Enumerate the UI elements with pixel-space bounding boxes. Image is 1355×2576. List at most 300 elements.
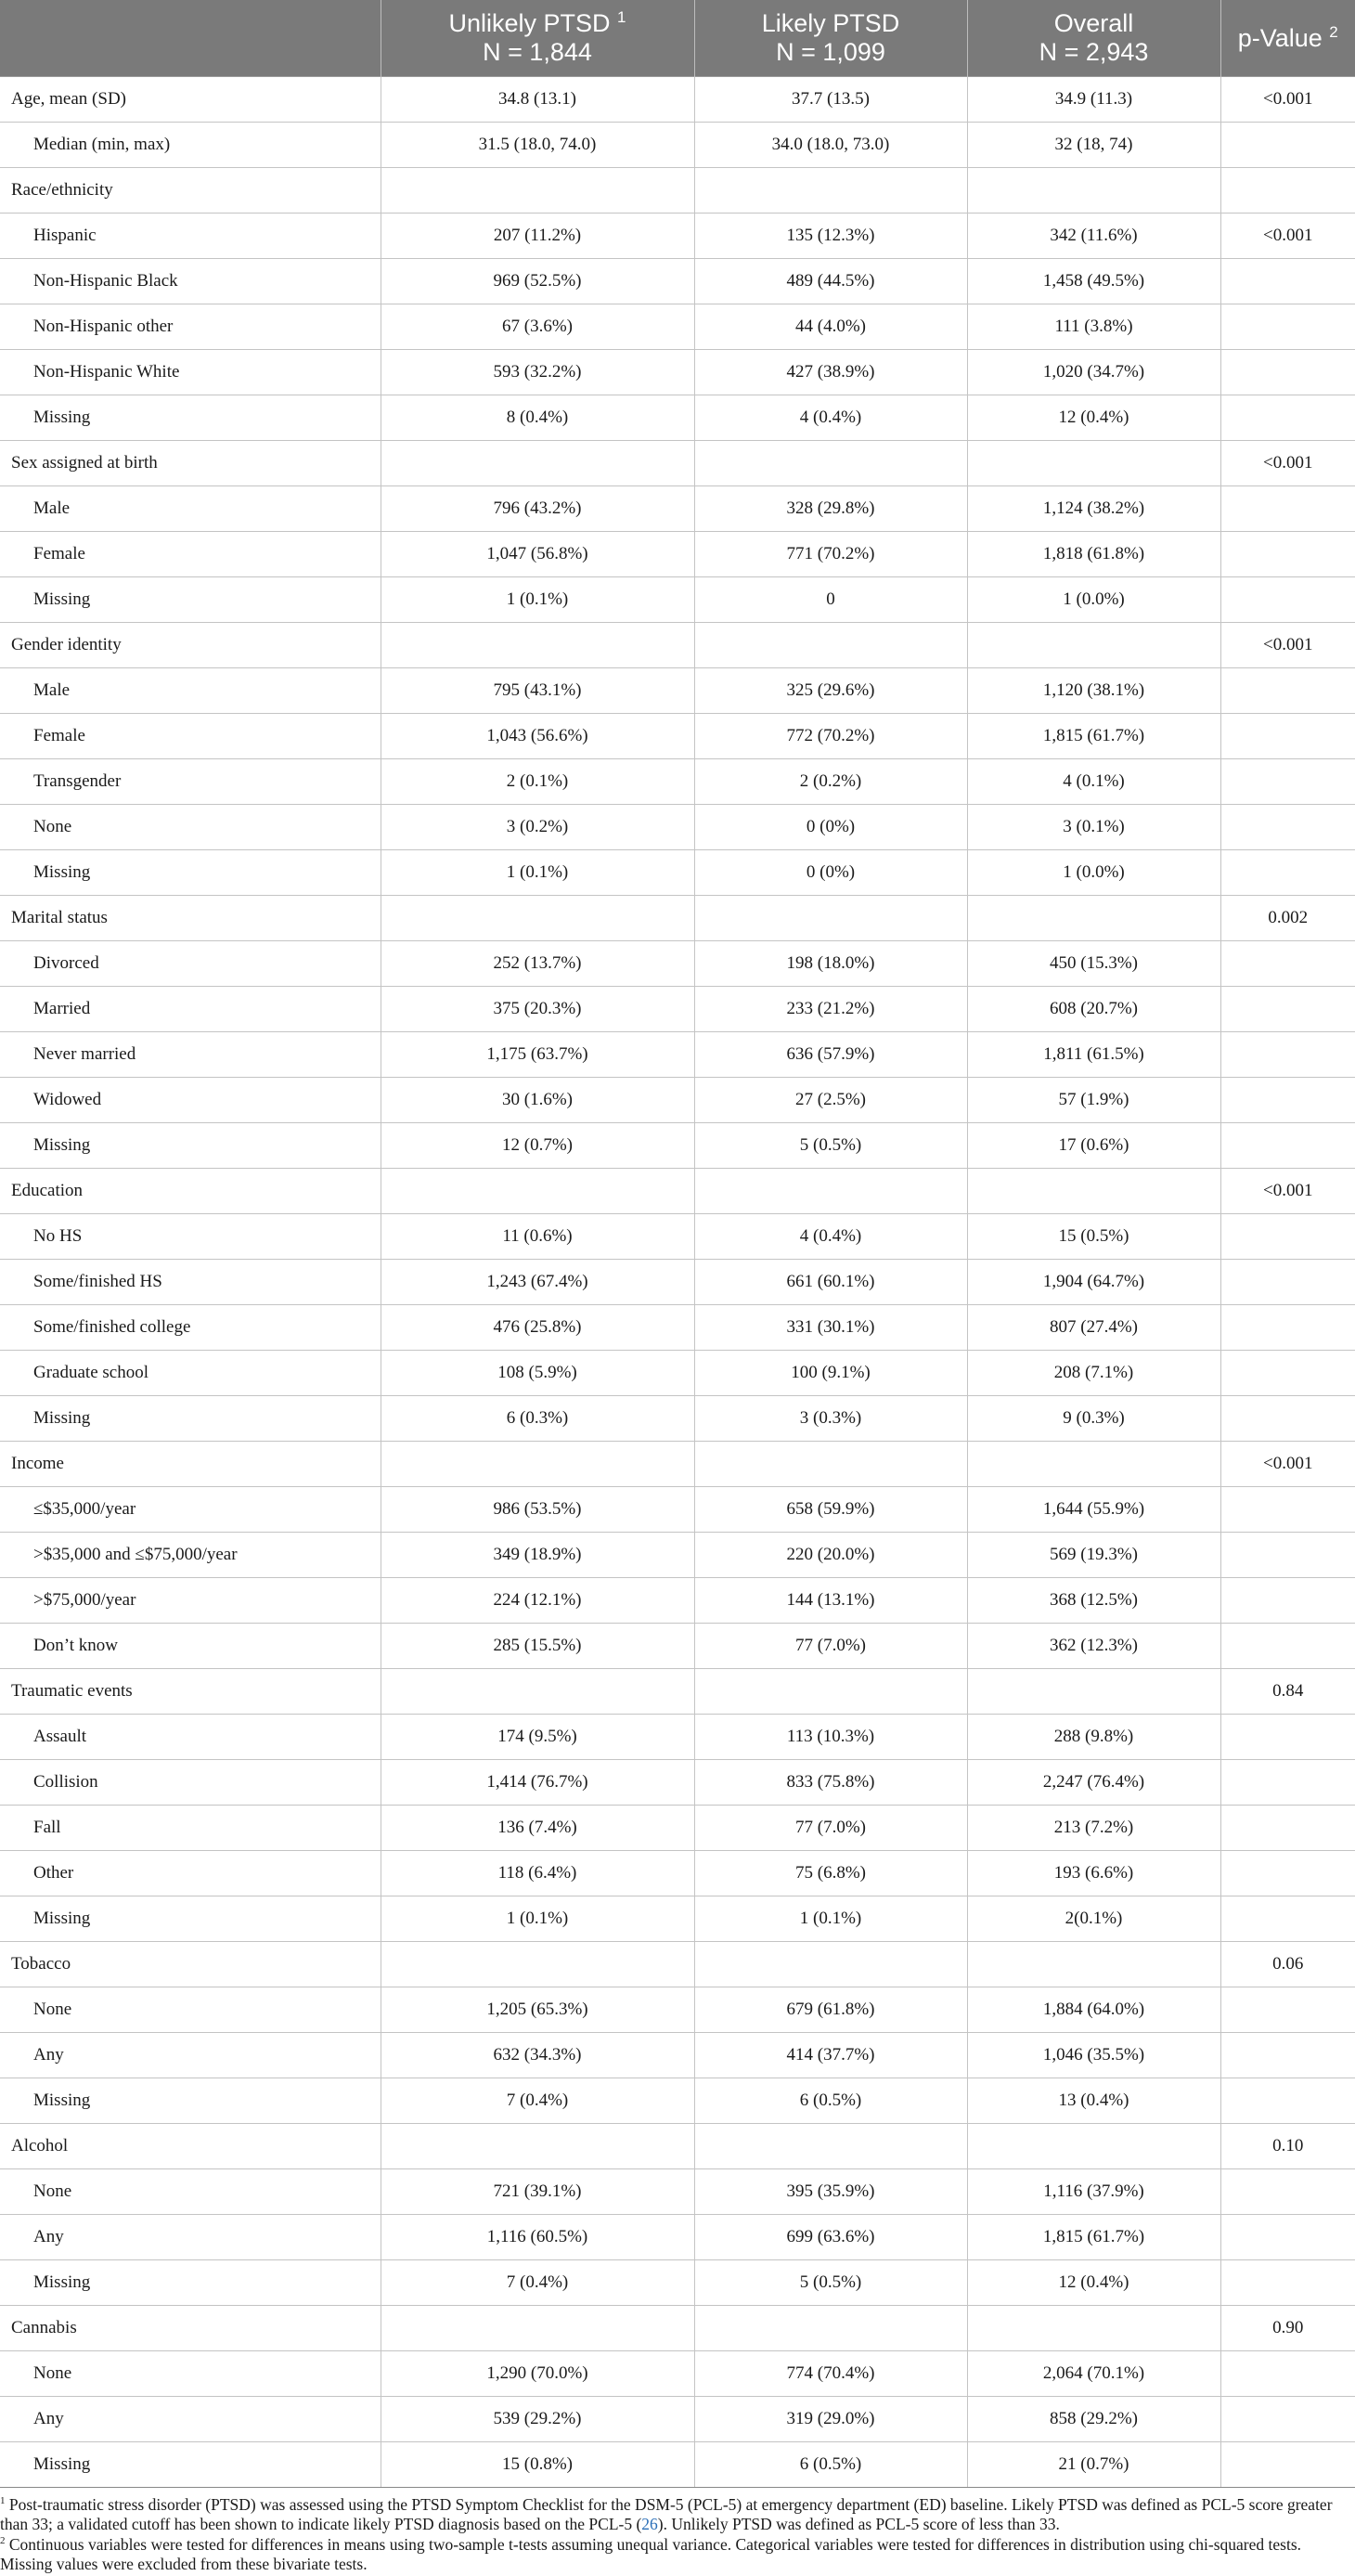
cell-unlikely-ptsd: 1,205 (65.3%) — [381, 1987, 694, 2033]
cell-likely-ptsd: 395 (35.9%) — [694, 2169, 967, 2215]
cell-p-value — [1220, 668, 1355, 714]
cell-overall: 368 (12.5%) — [967, 1578, 1220, 1624]
cell-overall: 34.9 (11.3) — [967, 77, 1220, 123]
cell-unlikely-ptsd: 1 (0.1%) — [381, 577, 694, 623]
cell-p-value — [1220, 2442, 1355, 2488]
table-row — [0, 2078, 1355, 2124]
cell-unlikely-ptsd: 108 (5.9%) — [381, 1351, 694, 1396]
row-label: None — [0, 1987, 381, 2033]
table-group-row — [0, 2124, 1355, 2169]
header-variable — [0, 0, 381, 77]
cell-overall: 1,020 (34.7%) — [967, 350, 1220, 395]
row-label: Missing — [0, 850, 381, 896]
cell-p-value — [1220, 123, 1355, 168]
footnote-1-text-b: ). Unlikely PTSD was defined as PCL-5 score of less than 33. — [657, 2515, 1060, 2533]
table-row — [0, 987, 1355, 1032]
cell-unlikely-ptsd: 1,175 (63.7%) — [381, 1032, 694, 1078]
cell-p-value — [1220, 1078, 1355, 1123]
cell-unlikely-ptsd: 285 (15.5%) — [381, 1624, 694, 1669]
header-unlikely-n: N = 1,844 — [483, 38, 592, 66]
cell-likely-ptsd: 0 — [694, 577, 967, 623]
table-row — [0, 805, 1355, 850]
cell-p-value — [1220, 1351, 1355, 1396]
cell-p-value — [1220, 2033, 1355, 2078]
cell-unlikely-ptsd: 224 (12.1%) — [381, 1578, 694, 1624]
cell-likely-ptsd: 833 (75.8%) — [694, 1760, 967, 1806]
cell-unlikely-ptsd — [381, 1942, 694, 1987]
row-label: Non-Hispanic Black — [0, 259, 381, 304]
cell-overall: 608 (20.7%) — [967, 987, 1220, 1032]
row-label: None — [0, 2351, 381, 2397]
table-row — [0, 1624, 1355, 1669]
cell-p-value — [1220, 987, 1355, 1032]
cell-p-value — [1220, 1806, 1355, 1851]
header-likely-n: N = 1,099 — [776, 38, 885, 66]
cell-overall: 858 (29.2%) — [967, 2397, 1220, 2442]
cell-likely-ptsd — [694, 168, 967, 214]
cell-p-value: <0.001 — [1220, 1442, 1355, 1487]
table-row — [0, 1351, 1355, 1396]
cell-unlikely-ptsd: 1,290 (70.0%) — [381, 2351, 694, 2397]
footnote-marker-1: 1 — [617, 8, 626, 26]
cell-likely-ptsd — [694, 2124, 967, 2169]
cell-overall: 208 (7.1%) — [967, 1351, 1220, 1396]
cell-overall: 213 (7.2%) — [967, 1806, 1220, 1851]
cell-unlikely-ptsd: 118 (6.4%) — [381, 1851, 694, 1896]
table-row — [0, 2215, 1355, 2260]
cell-unlikely-ptsd: 1,047 (56.8%) — [381, 532, 694, 577]
cell-overall: 3 (0.1%) — [967, 805, 1220, 850]
cell-overall: 1,815 (61.7%) — [967, 714, 1220, 759]
cell-overall: 111 (3.8%) — [967, 304, 1220, 350]
cell-overall: 2,247 (76.4%) — [967, 1760, 1220, 1806]
cell-overall: 1,644 (55.9%) — [967, 1487, 1220, 1533]
table-row — [0, 759, 1355, 805]
row-label: Transgender — [0, 759, 381, 805]
cell-likely-ptsd — [694, 1442, 967, 1487]
cell-unlikely-ptsd: 593 (32.2%) — [381, 350, 694, 395]
cell-unlikely-ptsd: 969 (52.5%) — [381, 259, 694, 304]
cell-likely-ptsd: 328 (29.8%) — [694, 486, 967, 532]
cell-likely-ptsd — [694, 441, 967, 486]
cell-overall: 57 (1.9%) — [967, 1078, 1220, 1123]
cell-p-value — [1220, 1760, 1355, 1806]
cell-unlikely-ptsd — [381, 2124, 694, 2169]
table-row — [0, 259, 1355, 304]
cell-unlikely-ptsd: 30 (1.6%) — [381, 1078, 694, 1123]
cell-likely-ptsd — [694, 1169, 967, 1214]
table-row — [0, 1260, 1355, 1305]
row-label: None — [0, 805, 381, 850]
row-label: Alcohol — [0, 2124, 381, 2169]
table-footnotes — [0, 2488, 1355, 2574]
cell-likely-ptsd: 319 (29.0%) — [694, 2397, 967, 2442]
cell-overall: 1,884 (64.0%) — [967, 1987, 1220, 2033]
cell-overall: 362 (12.3%) — [967, 1624, 1220, 1669]
cell-likely-ptsd — [694, 1669, 967, 1715]
cell-likely-ptsd: 220 (20.0%) — [694, 1533, 967, 1578]
cell-likely-ptsd: 489 (44.5%) — [694, 259, 967, 304]
cell-overall: 1,046 (35.5%) — [967, 2033, 1220, 2078]
cell-unlikely-ptsd: 7 (0.4%) — [381, 2260, 694, 2306]
cell-overall: 1 (0.0%) — [967, 850, 1220, 896]
cell-likely-ptsd: 2 (0.2%) — [694, 759, 967, 805]
cell-p-value — [1220, 1578, 1355, 1624]
table-group-row — [0, 1169, 1355, 1214]
table-group-row — [0, 2306, 1355, 2351]
row-label: Married — [0, 987, 381, 1032]
cell-likely-ptsd: 636 (57.9%) — [694, 1032, 967, 1078]
header-unlikely-ptsd — [381, 0, 694, 77]
cell-likely-ptsd: 427 (38.9%) — [694, 350, 967, 395]
row-label: Collision — [0, 1760, 381, 1806]
cell-unlikely-ptsd: 375 (20.3%) — [381, 987, 694, 1032]
cell-unlikely-ptsd: 252 (13.7%) — [381, 941, 694, 987]
cell-overall: 569 (19.3%) — [967, 1533, 1220, 1578]
cell-p-value: 0.84 — [1220, 1669, 1355, 1715]
cell-unlikely-ptsd: 1 (0.1%) — [381, 1896, 694, 1942]
row-label: Fall — [0, 1806, 381, 1851]
cell-p-value: <0.001 — [1220, 214, 1355, 259]
table-row — [0, 2260, 1355, 2306]
cell-unlikely-ptsd: 796 (43.2%) — [381, 486, 694, 532]
cell-unlikely-ptsd: 721 (39.1%) — [381, 2169, 694, 2215]
row-label: Sex assigned at birth — [0, 441, 381, 486]
cell-unlikely-ptsd: 6 (0.3%) — [381, 1396, 694, 1442]
cell-overall: 1,811 (61.5%) — [967, 1032, 1220, 1078]
cell-overall: 2(0.1%) — [967, 1896, 1220, 1942]
footnote-2-marker: 2 — [0, 2535, 6, 2547]
cell-p-value — [1220, 2351, 1355, 2397]
row-label: Non-Hispanic other — [0, 304, 381, 350]
cell-likely-ptsd: 5 (0.5%) — [694, 2260, 967, 2306]
table-group-row — [0, 1669, 1355, 1715]
row-label: Some/finished HS — [0, 1260, 381, 1305]
cell-overall: 288 (9.8%) — [967, 1715, 1220, 1760]
cell-likely-ptsd: 113 (10.3%) — [694, 1715, 967, 1760]
row-label: Some/finished college — [0, 1305, 381, 1351]
table-body — [0, 77, 1355, 2488]
cell-likely-ptsd — [694, 1942, 967, 1987]
table-row — [0, 2169, 1355, 2215]
cell-p-value — [1220, 2215, 1355, 2260]
cell-likely-ptsd: 77 (7.0%) — [694, 1624, 967, 1669]
table-group-row — [0, 896, 1355, 941]
cell-likely-ptsd: 699 (63.6%) — [694, 2215, 967, 2260]
cell-likely-ptsd: 0 (0%) — [694, 850, 967, 896]
row-label: Missing — [0, 1123, 381, 1169]
cell-p-value — [1220, 486, 1355, 532]
table-row — [0, 1851, 1355, 1896]
cell-p-value — [1220, 395, 1355, 441]
cell-p-value — [1220, 1123, 1355, 1169]
cell-likely-ptsd: 100 (9.1%) — [694, 1351, 967, 1396]
cell-overall — [967, 896, 1220, 941]
cell-unlikely-ptsd: 67 (3.6%) — [381, 304, 694, 350]
table-row — [0, 1896, 1355, 1942]
cell-p-value: <0.001 — [1220, 441, 1355, 486]
cell-p-value — [1220, 941, 1355, 987]
cell-unlikely-ptsd — [381, 623, 694, 668]
row-label: Divorced — [0, 941, 381, 987]
row-label: None — [0, 2169, 381, 2215]
cell-likely-ptsd: 6 (0.5%) — [694, 2078, 967, 2124]
cell-unlikely-ptsd — [381, 896, 694, 941]
cell-p-value: <0.001 — [1220, 77, 1355, 123]
row-label: Missing — [0, 1896, 381, 1942]
table-row — [0, 714, 1355, 759]
cell-p-value — [1220, 168, 1355, 214]
cell-p-value — [1220, 805, 1355, 850]
footnote-1-text-a: Post-traumatic stress disorder (PTSD) was assessed using the PTSD Symptom Checklist for the DSM-5 (PCL-5) at emergency department (ED) baseline. Likely PTSD was defined as PCL-5 score greater than 33; a validated cutoff has been shown to indicate likely PTSD diagnosis based on the PCL-5 ( — [0, 2495, 1333, 2533]
cell-unlikely-ptsd: 31.5 (18.0, 74.0) — [381, 123, 694, 168]
table-row — [0, 304, 1355, 350]
row-label: Gender identity — [0, 623, 381, 668]
table-row — [0, 1214, 1355, 1260]
reference-link[interactable]: 26 — [641, 2515, 658, 2533]
table-row — [0, 1396, 1355, 1442]
cell-p-value — [1220, 577, 1355, 623]
footnote-1-marker: 1 — [0, 2495, 6, 2507]
cell-overall: 21 (0.7%) — [967, 2442, 1220, 2488]
row-label: Education — [0, 1169, 381, 1214]
cell-likely-ptsd: 6 (0.5%) — [694, 2442, 967, 2488]
table-row — [0, 532, 1355, 577]
table-row — [0, 1715, 1355, 1760]
cell-p-value — [1220, 2078, 1355, 2124]
cell-unlikely-ptsd: 632 (34.3%) — [381, 2033, 694, 2078]
cell-overall: 1,116 (37.9%) — [967, 2169, 1220, 2215]
cell-overall: 1,124 (38.2%) — [967, 486, 1220, 532]
cell-p-value: <0.001 — [1220, 623, 1355, 668]
cell-unlikely-ptsd: 15 (0.8%) — [381, 2442, 694, 2488]
row-label: Missing — [0, 1396, 381, 1442]
row-label: Missing — [0, 2442, 381, 2488]
cell-overall: 13 (0.4%) — [967, 2078, 1220, 2124]
cell-overall: 12 (0.4%) — [967, 2260, 1220, 2306]
cell-p-value — [1220, 2397, 1355, 2442]
cell-overall: 1 (0.0%) — [967, 577, 1220, 623]
cell-unlikely-ptsd: 1,116 (60.5%) — [381, 2215, 694, 2260]
cell-overall — [967, 623, 1220, 668]
cell-likely-ptsd: 44 (4.0%) — [694, 304, 967, 350]
cell-overall: 1,818 (61.8%) — [967, 532, 1220, 577]
cell-likely-ptsd: 144 (13.1%) — [694, 1578, 967, 1624]
cell-likely-ptsd: 34.0 (18.0, 73.0) — [694, 123, 967, 168]
header-overall-label: Overall — [1053, 9, 1134, 37]
cell-p-value — [1220, 1851, 1355, 1896]
cell-p-value: 0.002 — [1220, 896, 1355, 941]
cell-overall: 1,904 (64.7%) — [967, 1260, 1220, 1305]
row-label: Tobacco — [0, 1942, 381, 1987]
row-label: Any — [0, 2033, 381, 2078]
cell-likely-ptsd: 37.7 (13.5) — [694, 77, 967, 123]
table-group-row — [0, 168, 1355, 214]
table-row — [0, 850, 1355, 896]
cell-overall — [967, 441, 1220, 486]
cell-likely-ptsd: 772 (70.2%) — [694, 714, 967, 759]
row-label: Widowed — [0, 1078, 381, 1123]
cell-p-value: <0.001 — [1220, 1169, 1355, 1214]
cell-unlikely-ptsd: 986 (53.5%) — [381, 1487, 694, 1533]
cell-unlikely-ptsd: 1,414 (76.7%) — [381, 1760, 694, 1806]
cell-unlikely-ptsd — [381, 168, 694, 214]
cell-overall: 1,815 (61.7%) — [967, 2215, 1220, 2260]
cell-unlikely-ptsd: 11 (0.6%) — [381, 1214, 694, 1260]
table-row — [0, 941, 1355, 987]
row-label: Non-Hispanic White — [0, 350, 381, 395]
cell-overall: 9 (0.3%) — [967, 1396, 1220, 1442]
row-label: Female — [0, 532, 381, 577]
row-label: Missing — [0, 577, 381, 623]
cell-unlikely-ptsd — [381, 441, 694, 486]
table-row — [0, 486, 1355, 532]
cell-unlikely-ptsd: 1,043 (56.6%) — [381, 714, 694, 759]
cell-p-value — [1220, 1715, 1355, 1760]
cell-likely-ptsd: 771 (70.2%) — [694, 532, 967, 577]
table-row — [0, 2442, 1355, 2488]
cell-p-value — [1220, 1987, 1355, 2033]
cell-p-value: 0.90 — [1220, 2306, 1355, 2351]
cell-p-value: 0.06 — [1220, 1942, 1355, 1987]
table-group-row — [0, 77, 1355, 123]
cell-overall: 342 (11.6%) — [967, 214, 1220, 259]
row-label: Assault — [0, 1715, 381, 1760]
cell-p-value — [1220, 1533, 1355, 1578]
row-label: Age, mean (SD) — [0, 77, 381, 123]
cell-p-value — [1220, 850, 1355, 896]
cell-unlikely-ptsd — [381, 1169, 694, 1214]
table-row — [0, 350, 1355, 395]
cell-p-value — [1220, 1305, 1355, 1351]
cell-p-value — [1220, 714, 1355, 759]
cell-unlikely-ptsd: 7 (0.4%) — [381, 2078, 694, 2124]
row-label: Missing — [0, 395, 381, 441]
cell-likely-ptsd: 331 (30.1%) — [694, 1305, 967, 1351]
cell-likely-ptsd: 658 (59.9%) — [694, 1487, 967, 1533]
table-row — [0, 395, 1355, 441]
cell-overall: 1,458 (49.5%) — [967, 259, 1220, 304]
cell-unlikely-ptsd: 1 (0.1%) — [381, 850, 694, 896]
header-overall-n: N = 2,943 — [1039, 38, 1149, 66]
footnote-marker-2: 2 — [1329, 22, 1338, 41]
table-row — [0, 2351, 1355, 2397]
table-row — [0, 1032, 1355, 1078]
row-label: Graduate school — [0, 1351, 381, 1396]
header-overall — [967, 0, 1220, 77]
cell-likely-ptsd: 3 (0.3%) — [694, 1396, 967, 1442]
cell-likely-ptsd — [694, 2306, 967, 2351]
footnote-1 — [0, 2495, 1351, 2534]
cell-overall: 807 (27.4%) — [967, 1305, 1220, 1351]
table-row — [0, 577, 1355, 623]
cell-unlikely-ptsd — [381, 1442, 694, 1487]
cell-overall: 15 (0.5%) — [967, 1214, 1220, 1260]
cell-overall — [967, 1669, 1220, 1715]
row-label: Any — [0, 2215, 381, 2260]
cell-likely-ptsd: 0 (0%) — [694, 805, 967, 850]
row-label: Missing — [0, 2078, 381, 2124]
table-row — [0, 123, 1355, 168]
row-label: ≤$35,000/year — [0, 1487, 381, 1533]
cell-unlikely-ptsd: 795 (43.1%) — [381, 668, 694, 714]
cell-p-value — [1220, 1396, 1355, 1442]
cell-p-value: 0.10 — [1220, 2124, 1355, 2169]
cell-likely-ptsd: 679 (61.8%) — [694, 1987, 967, 2033]
cell-overall — [967, 1942, 1220, 1987]
row-label: Other — [0, 1851, 381, 1896]
header-likely-ptsd — [694, 0, 967, 77]
header-likely-label: Likely PTSD — [761, 9, 900, 37]
cell-overall — [967, 2306, 1220, 2351]
table-row — [0, 1305, 1355, 1351]
cell-likely-ptsd: 774 (70.4%) — [694, 2351, 967, 2397]
cell-likely-ptsd: 75 (6.8%) — [694, 1851, 967, 1896]
cell-unlikely-ptsd: 539 (29.2%) — [381, 2397, 694, 2442]
cell-p-value — [1220, 1487, 1355, 1533]
cell-unlikely-ptsd: 174 (9.5%) — [381, 1715, 694, 1760]
header-p-value-label: p-Value — [1237, 23, 1323, 52]
row-label: >$35,000 and ≤$75,000/year — [0, 1533, 381, 1578]
row-label: Race/ethnicity — [0, 168, 381, 214]
cell-unlikely-ptsd: 3 (0.2%) — [381, 805, 694, 850]
cell-p-value — [1220, 350, 1355, 395]
cell-unlikely-ptsd: 207 (11.2%) — [381, 214, 694, 259]
table-header-row — [0, 0, 1355, 77]
cell-unlikely-ptsd: 2 (0.1%) — [381, 759, 694, 805]
cell-likely-ptsd: 4 (0.4%) — [694, 395, 967, 441]
cell-p-value — [1220, 1032, 1355, 1078]
cell-unlikely-ptsd — [381, 1669, 694, 1715]
cell-overall: 17 (0.6%) — [967, 1123, 1220, 1169]
cell-overall: 12 (0.4%) — [967, 395, 1220, 441]
row-label: Median (min, max) — [0, 123, 381, 168]
cell-overall: 193 (6.6%) — [967, 1851, 1220, 1896]
table-row — [0, 1578, 1355, 1624]
row-label: Marital status — [0, 896, 381, 941]
cell-likely-ptsd: 198 (18.0%) — [694, 941, 967, 987]
header-unlikely-label: Unlikely PTSD — [448, 9, 611, 37]
table-row — [0, 2033, 1355, 2078]
cell-p-value — [1220, 259, 1355, 304]
cell-unlikely-ptsd: 349 (18.9%) — [381, 1533, 694, 1578]
cell-overall — [967, 1169, 1220, 1214]
table-row — [0, 1760, 1355, 1806]
cell-p-value — [1220, 1260, 1355, 1305]
cell-likely-ptsd: 27 (2.5%) — [694, 1078, 967, 1123]
table-group-row — [0, 1442, 1355, 1487]
cell-overall — [967, 2124, 1220, 2169]
cell-likely-ptsd — [694, 623, 967, 668]
row-label: Missing — [0, 2260, 381, 2306]
cell-p-value — [1220, 2169, 1355, 2215]
cell-likely-ptsd: 414 (37.7%) — [694, 2033, 967, 2078]
cell-p-value — [1220, 1896, 1355, 1942]
cell-p-value — [1220, 2260, 1355, 2306]
row-label: Don’t know — [0, 1624, 381, 1669]
cell-likely-ptsd: 325 (29.6%) — [694, 668, 967, 714]
table-row — [0, 1078, 1355, 1123]
row-label: Any — [0, 2397, 381, 2442]
row-label: Male — [0, 486, 381, 532]
cell-p-value — [1220, 1624, 1355, 1669]
cell-overall: 450 (15.3%) — [967, 941, 1220, 987]
row-label: Traumatic events — [0, 1669, 381, 1715]
cell-likely-ptsd: 135 (12.3%) — [694, 214, 967, 259]
footnote-2 — [0, 2535, 1351, 2574]
row-label: Cannabis — [0, 2306, 381, 2351]
cell-likely-ptsd: 77 (7.0%) — [694, 1806, 967, 1851]
